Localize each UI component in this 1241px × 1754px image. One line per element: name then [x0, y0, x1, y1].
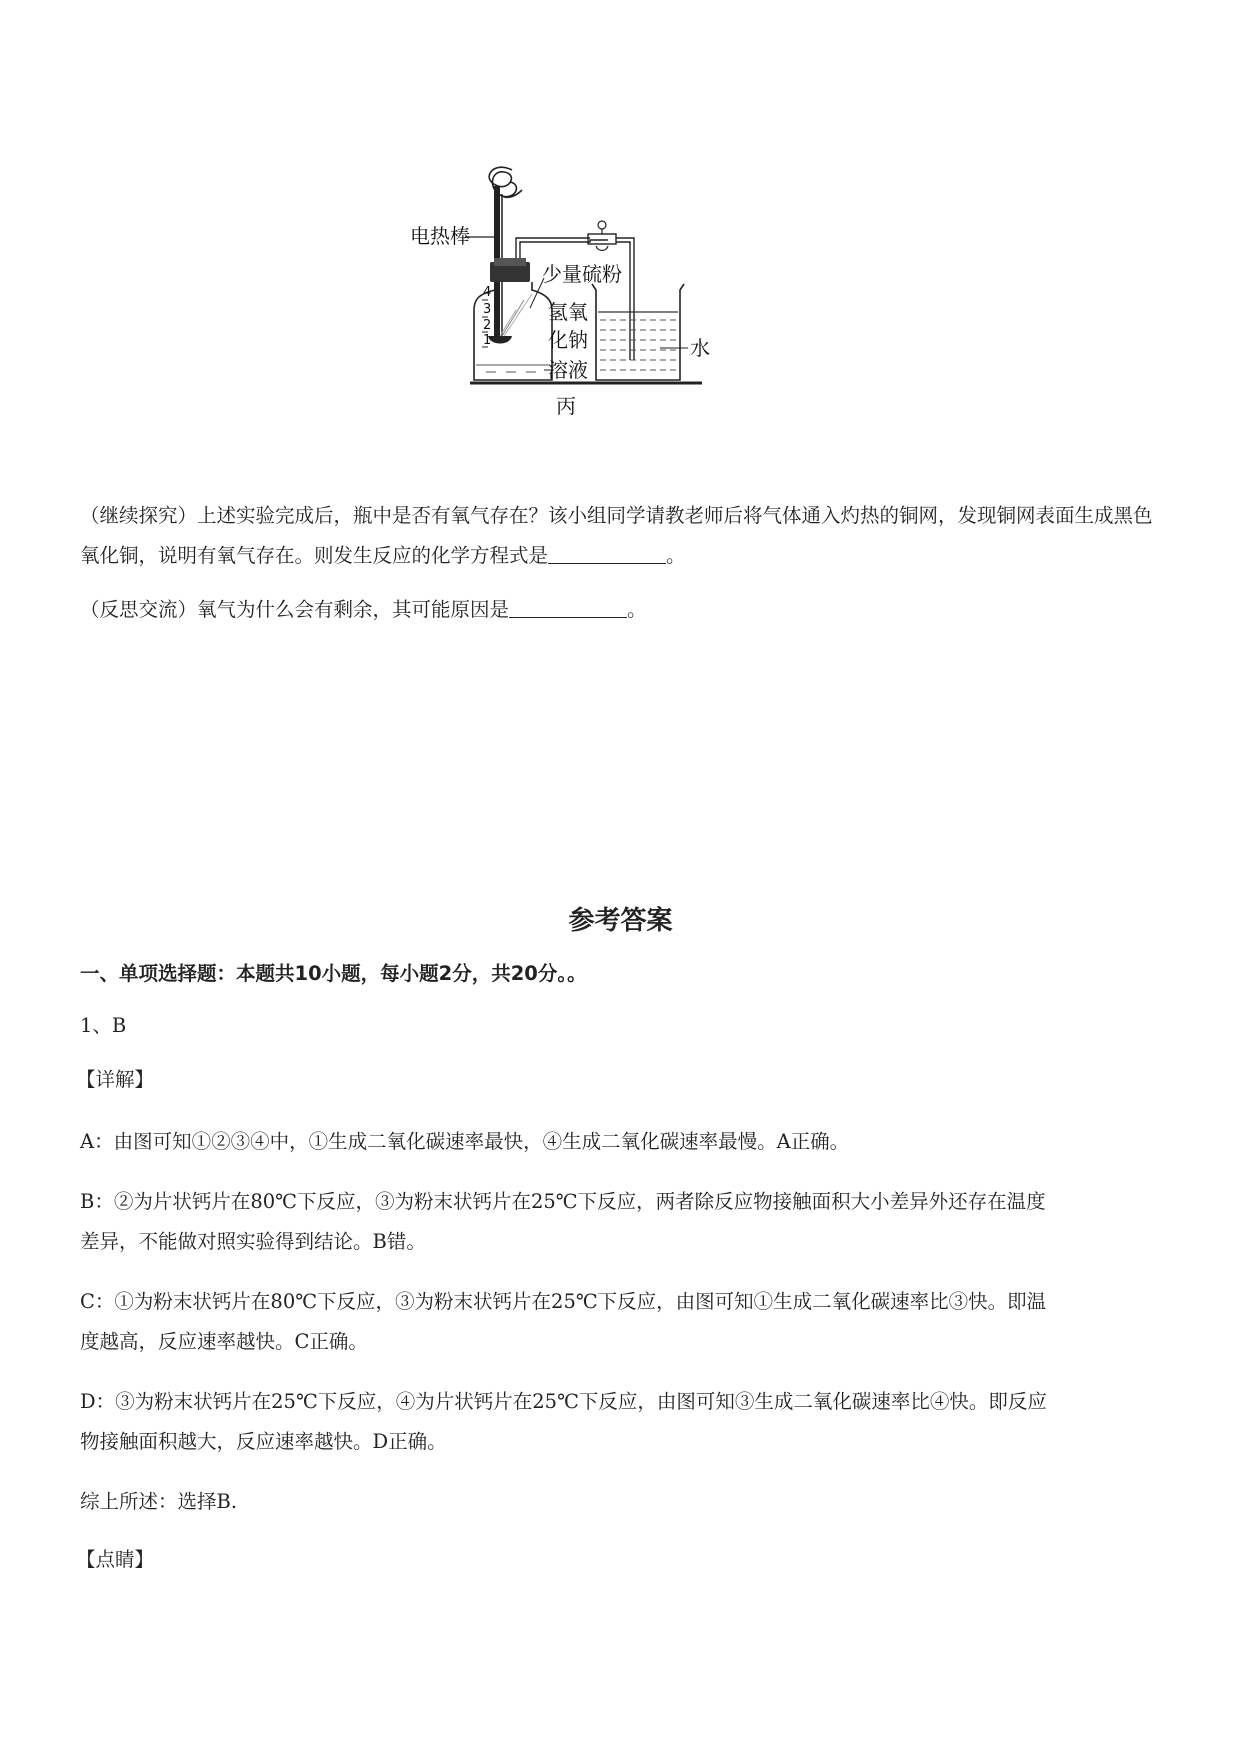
explanation-d-line2: 物接触面积越大，反应速率越快。D正确。 — [80, 1430, 447, 1453]
label-water: 水 — [690, 336, 710, 360]
summary-line: 综上所述：选择B. — [80, 1490, 238, 1513]
detail-heading: 【详解】 — [76, 1068, 155, 1091]
answers-title: 参考答案 — [568, 906, 673, 936]
label-naoh-line3: 溶液 — [548, 358, 588, 382]
label-heating-rod: 电热棒 — [410, 224, 470, 248]
scale-mark-4: 4 — [483, 285, 492, 300]
explanation-d-line1: D：③为粉末状钙片在25℃下反应，④为片状钙片在25℃下反应，由图可知③生成二氧化碳速率比④快。即反应 — [80, 1390, 1047, 1413]
label-naoh-line1: 氢氧 — [548, 300, 588, 324]
answer-q1: 1、B — [80, 1014, 127, 1037]
section-heading: 一、单项选择题：本题共10小题，每小题2分，共20分。。 — [80, 962, 587, 985]
question-reflect-text: （反思交流）氧气为什么会有剩余，其可能原因是 — [80, 598, 510, 621]
question-reflect-end: 。 — [627, 598, 647, 621]
question-continue-explore — [80, 496, 1160, 576]
scale-mark-3: 3 — [483, 302, 492, 317]
question-reflect — [80, 590, 1160, 630]
label-sulfur-powder: 少量硫粉 — [542, 262, 622, 286]
explanation-a: A：由图可知①②③④中，①生成二氧化碳速率最快，④生成二氧化碳速率最慢。A正确。 — [80, 1130, 850, 1153]
explanation-c-line2: 度越高，反应速率越快。C正确。 — [80, 1330, 368, 1353]
apparatus-diagram — [440, 160, 820, 470]
answer-blank-equation[interactable] — [548, 543, 666, 564]
scale-mark-2: 2 — [483, 318, 492, 333]
explanation-c-line1: C：①为粉末状钙片在80℃下反应，③为粉末状钙片在25℃下反应，由图可知①生成二氧化碳速率比③快。即温 — [80, 1290, 1047, 1313]
question-continue-text: （继续探究）上述实验完成后，瓶中是否有氧气存在？该小组同学请教老师后将气体通入灼热的铜网，发现铜网表面生成黑色氧化铜，说明有氧气存在。则发生反应的化学方程式是 — [80, 504, 1153, 567]
question-continue-end: 。 — [666, 544, 686, 567]
label-naoh-line2: 化钠 — [548, 328, 588, 352]
explanation-b-line1: B：②为片状钙片在80℃下反应，③为粉末状钙片在25℃下反应，两者除反应物接触面积大小差异外还存在温度 — [80, 1190, 1046, 1213]
explanation-b-line2: 差异，不能做对照实验得到结论。B错。 — [80, 1230, 426, 1253]
scale-mark-1: 1 — [483, 333, 492, 348]
figure-caption: 丙 — [556, 394, 576, 418]
answer-blank-reason[interactable] — [509, 597, 627, 618]
tip-heading: 【点睛】 — [76, 1548, 155, 1571]
apparatus-figure — [410, 160, 820, 470]
